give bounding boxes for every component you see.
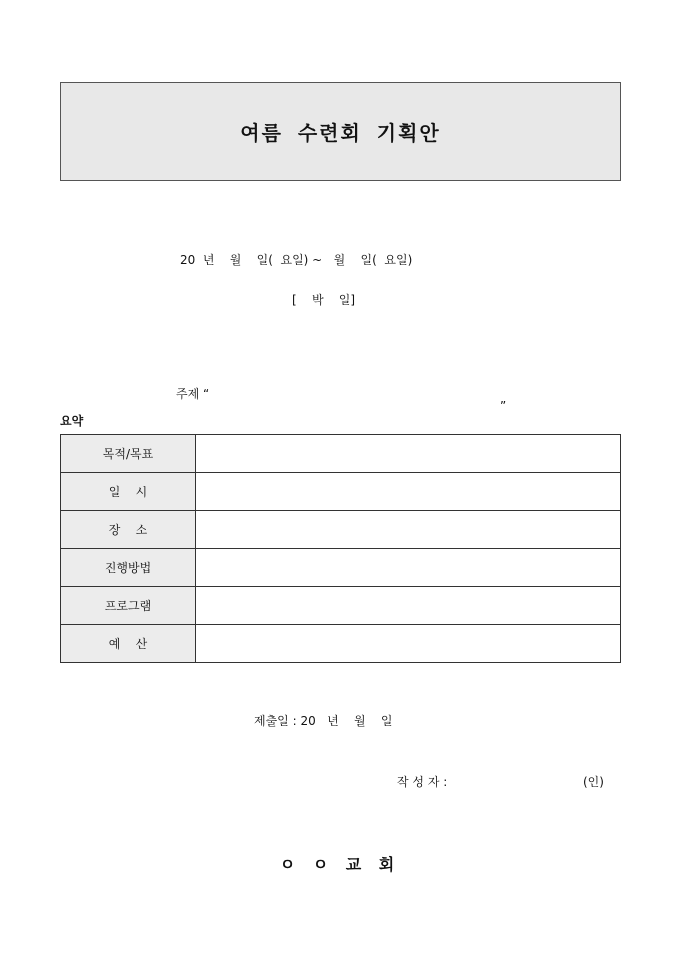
theme-close-quote: ” [500, 399, 507, 413]
table-row [61, 587, 621, 625]
church-name: ㅇ ㅇ 교 회 [279, 855, 401, 874]
submit-date: 제출일 : 20 년 월 일 [254, 714, 393, 728]
row-value-method [196, 549, 621, 587]
row-header-place: 장 소 [61, 511, 196, 549]
table-row [61, 435, 621, 473]
row-header-program: 프로그램 [61, 587, 196, 625]
title-box [60, 82, 621, 181]
stay-duration: [ 박 일] [292, 293, 356, 307]
date-range: 20 년 월 일( 요일) ~ 월 일( 요일) [180, 253, 413, 267]
document-title: 여름 수련회 기획안 [240, 121, 441, 145]
row-value-purpose [196, 435, 621, 473]
summary-table [60, 434, 621, 663]
seal-mark: (인) [583, 775, 604, 789]
author-label: 작 성 자 : [397, 775, 448, 789]
row-header-method: 진행방법 [61, 549, 196, 587]
row-header-purpose: 목적/목표 [61, 435, 196, 473]
row-value-budget [196, 625, 621, 663]
row-header-schedule: 일 시 [61, 473, 196, 511]
table-row [61, 473, 621, 511]
table-row [61, 625, 621, 663]
table-row [61, 549, 621, 587]
table-row [61, 511, 621, 549]
row-header-budget: 예 산 [61, 625, 196, 663]
theme-label: 주제 “ [176, 387, 210, 401]
summary-label: 요약 [60, 414, 84, 428]
row-value-program [196, 587, 621, 625]
theme-line [176, 371, 516, 413]
row-value-place [196, 511, 621, 549]
row-value-schedule [196, 473, 621, 511]
